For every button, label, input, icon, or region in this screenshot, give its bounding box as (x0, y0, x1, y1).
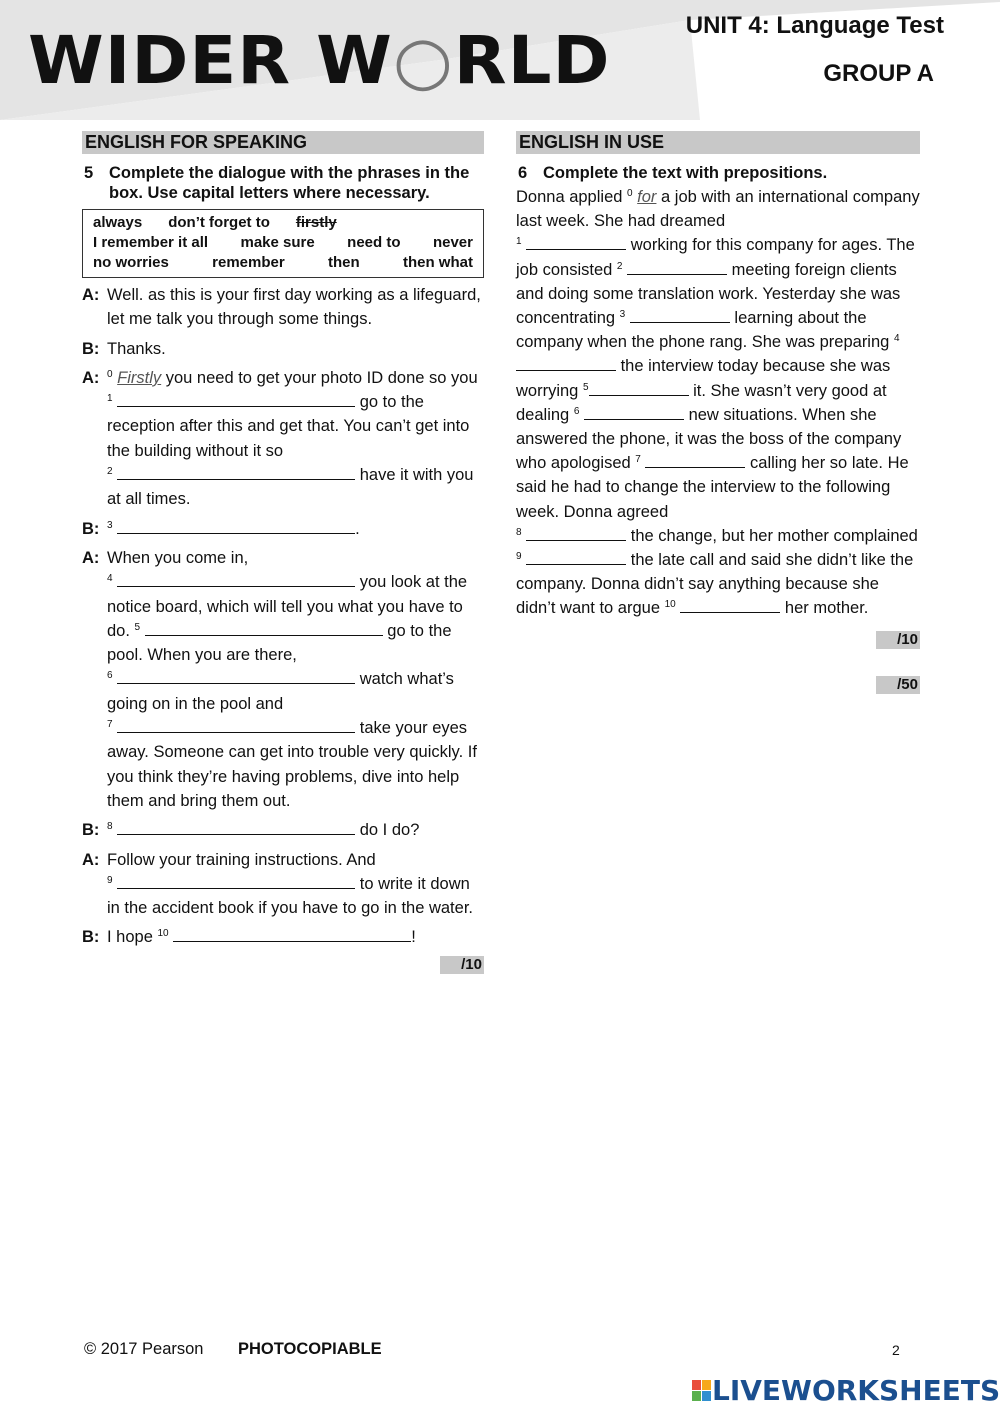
answer-blank-5[interactable] (145, 621, 383, 636)
total-score-box: /50 (876, 676, 920, 694)
score-box: /10 (876, 631, 920, 649)
gap-number: 4 (893, 333, 900, 345)
liveworksheets-grid-icon (692, 1380, 712, 1402)
liveworksheets-text: LIVEWORKSHEETS (712, 1374, 1000, 1407)
dialogue-segment: go to the reception after this and get that. You can’t get into the building without it so (107, 393, 470, 460)
dialogue-turn (82, 818, 484, 842)
speaker-label: A: (82, 368, 100, 387)
dialogue-text (107, 546, 484, 813)
dialogue-turn (82, 925, 484, 949)
dialogue-text (107, 848, 484, 921)
phrase: I remember it all (93, 234, 209, 251)
text-segment: Donna applied (516, 188, 623, 206)
gap-number: 4 (107, 573, 113, 585)
speaker-label: A: (82, 850, 100, 869)
preposition-blank-1[interactable] (526, 235, 626, 250)
text-segment: a job with an international company last week. She had dreamed (516, 188, 920, 231)
brand-logo-text-a: WIDER W (28, 22, 393, 99)
gap-number: 9 (107, 874, 113, 886)
section-title-speaking: ENGLISH FOR SPEAKING (82, 131, 484, 154)
answer-blank-8[interactable] (117, 820, 355, 835)
speaker-label: B: (82, 821, 100, 840)
dialogue-turn (82, 848, 484, 921)
footer-copyright: © 2017 Pearson (84, 1340, 204, 1358)
dialogue-segment: go to the pool. When you are there, (107, 621, 452, 665)
dialogue-turn (82, 366, 484, 512)
dialogue-segment: ! (411, 928, 416, 947)
gap-number: 1 (107, 393, 113, 405)
instruction-text: Complete the text with prepositions. (543, 164, 828, 182)
dialogue-segment: . (355, 519, 360, 538)
preposition-blank-4[interactable] (516, 356, 616, 371)
answer-blank-3[interactable] (117, 519, 355, 534)
preposition-blank-3[interactable] (630, 308, 730, 323)
page-number: 2 (892, 1342, 900, 1358)
preposition-blank-9[interactable] (526, 550, 626, 565)
preposition-blank-7[interactable] (645, 453, 745, 468)
preposition-blank-8[interactable] (526, 526, 626, 541)
dialogue-segment: Follow your training instructions. And (107, 850, 376, 869)
text-segment: it. She wasn’t very good at dealing (516, 381, 887, 424)
phrase: then what (402, 254, 473, 271)
example-answer: Firstly (117, 368, 162, 387)
answer-blank-10[interactable] (173, 927, 411, 942)
section-title-use: ENGLISH IN USE (516, 131, 920, 154)
answer-blank-4[interactable] (117, 572, 355, 587)
score-row (516, 631, 920, 649)
example-answer: for (637, 188, 657, 206)
gap-number: 9 (516, 551, 522, 563)
phrase-row (93, 253, 473, 273)
gap-number: 6 (573, 405, 580, 417)
gap-number: 3 (107, 519, 113, 531)
gap-number: 3 (619, 309, 626, 321)
preposition-blank-5[interactable] (589, 381, 689, 396)
grid-cell-icon (702, 1380, 711, 1390)
text-segment: new situations. When she answered the phone, it was the boss of the company who apologised (516, 405, 902, 473)
text-segment: calling her so late. He said he had to change the interview to the following week. Donna agreed (516, 454, 909, 521)
phrase: never (432, 234, 473, 251)
exercise-number: 6 (518, 164, 528, 182)
footer-photocopiable: PHOTOCOPIABLE (238, 1340, 382, 1358)
right-column (516, 131, 920, 694)
phrase: make sure (240, 234, 315, 251)
dialogue-turn (82, 337, 484, 361)
text-segment: her mother. (784, 599, 869, 618)
speaker-label: B: (82, 519, 100, 538)
exercise-6-instructions (516, 163, 920, 183)
gap-number: 1 (516, 236, 522, 248)
answer-blank-9[interactable] (117, 874, 355, 889)
unit-title: UNIT 4: Language Test (685, 12, 944, 39)
dialogue-segment: to write it down in the accident book if you have to go in the water. (107, 874, 473, 918)
brand-logo-ring: ○ (392, 22, 454, 99)
speaker-label: B: (82, 339, 100, 358)
dialogue-segment: I hope (107, 928, 153, 947)
instruction-text: Complete the dialogue with the phrases in the box. Use capital letters where necessary. (109, 164, 470, 202)
preposition-blank-6[interactable] (584, 405, 684, 420)
phrase: then (328, 254, 360, 271)
liveworksheets-logo (692, 1374, 1000, 1407)
dialogue-turn (82, 546, 484, 813)
dialogue-segment: take your eyes away. Someone can get into trouble very quickly. If you think they’re having problems, dive into help them and bring them out. (107, 719, 477, 810)
dialogue-segment: you need to get your photo ID done so you (165, 368, 478, 387)
gap-number: 8 (107, 821, 113, 833)
score-row (82, 956, 484, 974)
exercise-number: 5 (84, 164, 94, 182)
grid-cell-icon (692, 1391, 701, 1401)
gap-number: 8 (516, 526, 522, 538)
grid-cell-icon (702, 1391, 711, 1401)
phrase: need to (347, 234, 401, 251)
text-segment: the interview today because she was worrying (516, 357, 891, 400)
brand-logo-text-b: RLD (453, 22, 611, 99)
answer-blank-1[interactable] (117, 392, 355, 407)
score-box: /10 (440, 956, 484, 974)
preposition-blank-10[interactable] (680, 598, 780, 613)
dialogue-segment: have it with you at all times. (107, 466, 474, 509)
group-title: GROUP A (823, 60, 934, 87)
phrase: don’t forget to (168, 214, 270, 231)
phrase-row (93, 233, 473, 253)
gap-number: 10 (157, 928, 169, 940)
speaker-label: B: (82, 928, 100, 947)
preposition-paragraph (516, 185, 920, 621)
text-segment: learning about the company when the phone rang. She was preparing (516, 309, 890, 352)
dialogue-text (107, 925, 484, 949)
gap-number: 2 (107, 466, 113, 478)
gap-number: 5 (582, 381, 589, 393)
gap-number: 7 (635, 454, 641, 466)
phrase: always (93, 214, 143, 231)
phrase-used: firstly (295, 214, 337, 231)
gap-number: 7 (107, 719, 113, 731)
gap-number: 2 (616, 260, 623, 272)
text-segment: meeting foreign clients and doing some translation work. Yesterday she was concentrating (516, 260, 901, 328)
gap-number: 0 (107, 368, 113, 380)
dialogue-segment: When you come in, (107, 548, 249, 567)
answer-blank-7[interactable] (117, 718, 355, 733)
exercise-5-instructions (82, 163, 484, 203)
dialogue-text (107, 517, 484, 541)
preposition-blank-2[interactable] (627, 260, 727, 275)
phrase: remember (212, 254, 285, 271)
text-segment: the late call and said she didn’t like the company. Donna didn’t say anything because she didn’t want to argue (516, 551, 914, 618)
gap-number: 10 (664, 599, 676, 611)
answer-blank-6[interactable] (117, 669, 355, 684)
dialogue-turn (82, 283, 484, 332)
dialogue-segment: do I do? (359, 821, 420, 840)
gap-number: 0 (627, 188, 633, 199)
dialogue-text (107, 818, 484, 842)
dialogue-text: Thanks. (107, 339, 166, 358)
dialogue-turn (82, 517, 484, 541)
dialogue-text: Well. as this is your first day working as a lifeguard, let me talk you through some things. (107, 286, 481, 329)
phrase-row (93, 213, 473, 233)
speaker-label: A: (82, 548, 100, 567)
gap-number: 6 (107, 670, 113, 682)
dialogue (82, 283, 484, 950)
answer-blank-2[interactable] (117, 465, 355, 480)
phrase-box (82, 209, 484, 278)
left-column (82, 131, 484, 974)
text-segment: the change, but her mother complained (630, 526, 918, 545)
dialogue-segment: watch what’s going on in the pool and (107, 670, 454, 713)
grid-cell-icon (692, 1380, 701, 1390)
dialogue-text (107, 366, 484, 512)
dialogue-segment: you look at the notice board, which will tell you what you have to do. (107, 573, 468, 640)
brand-logo (28, 22, 610, 99)
phrase: no worries (93, 254, 169, 271)
text-segment: working for this company for ages. The job consisted (516, 236, 915, 279)
total-score-row (516, 676, 920, 694)
gap-number: 5 (134, 621, 141, 633)
speaker-label: A: (82, 286, 100, 304)
